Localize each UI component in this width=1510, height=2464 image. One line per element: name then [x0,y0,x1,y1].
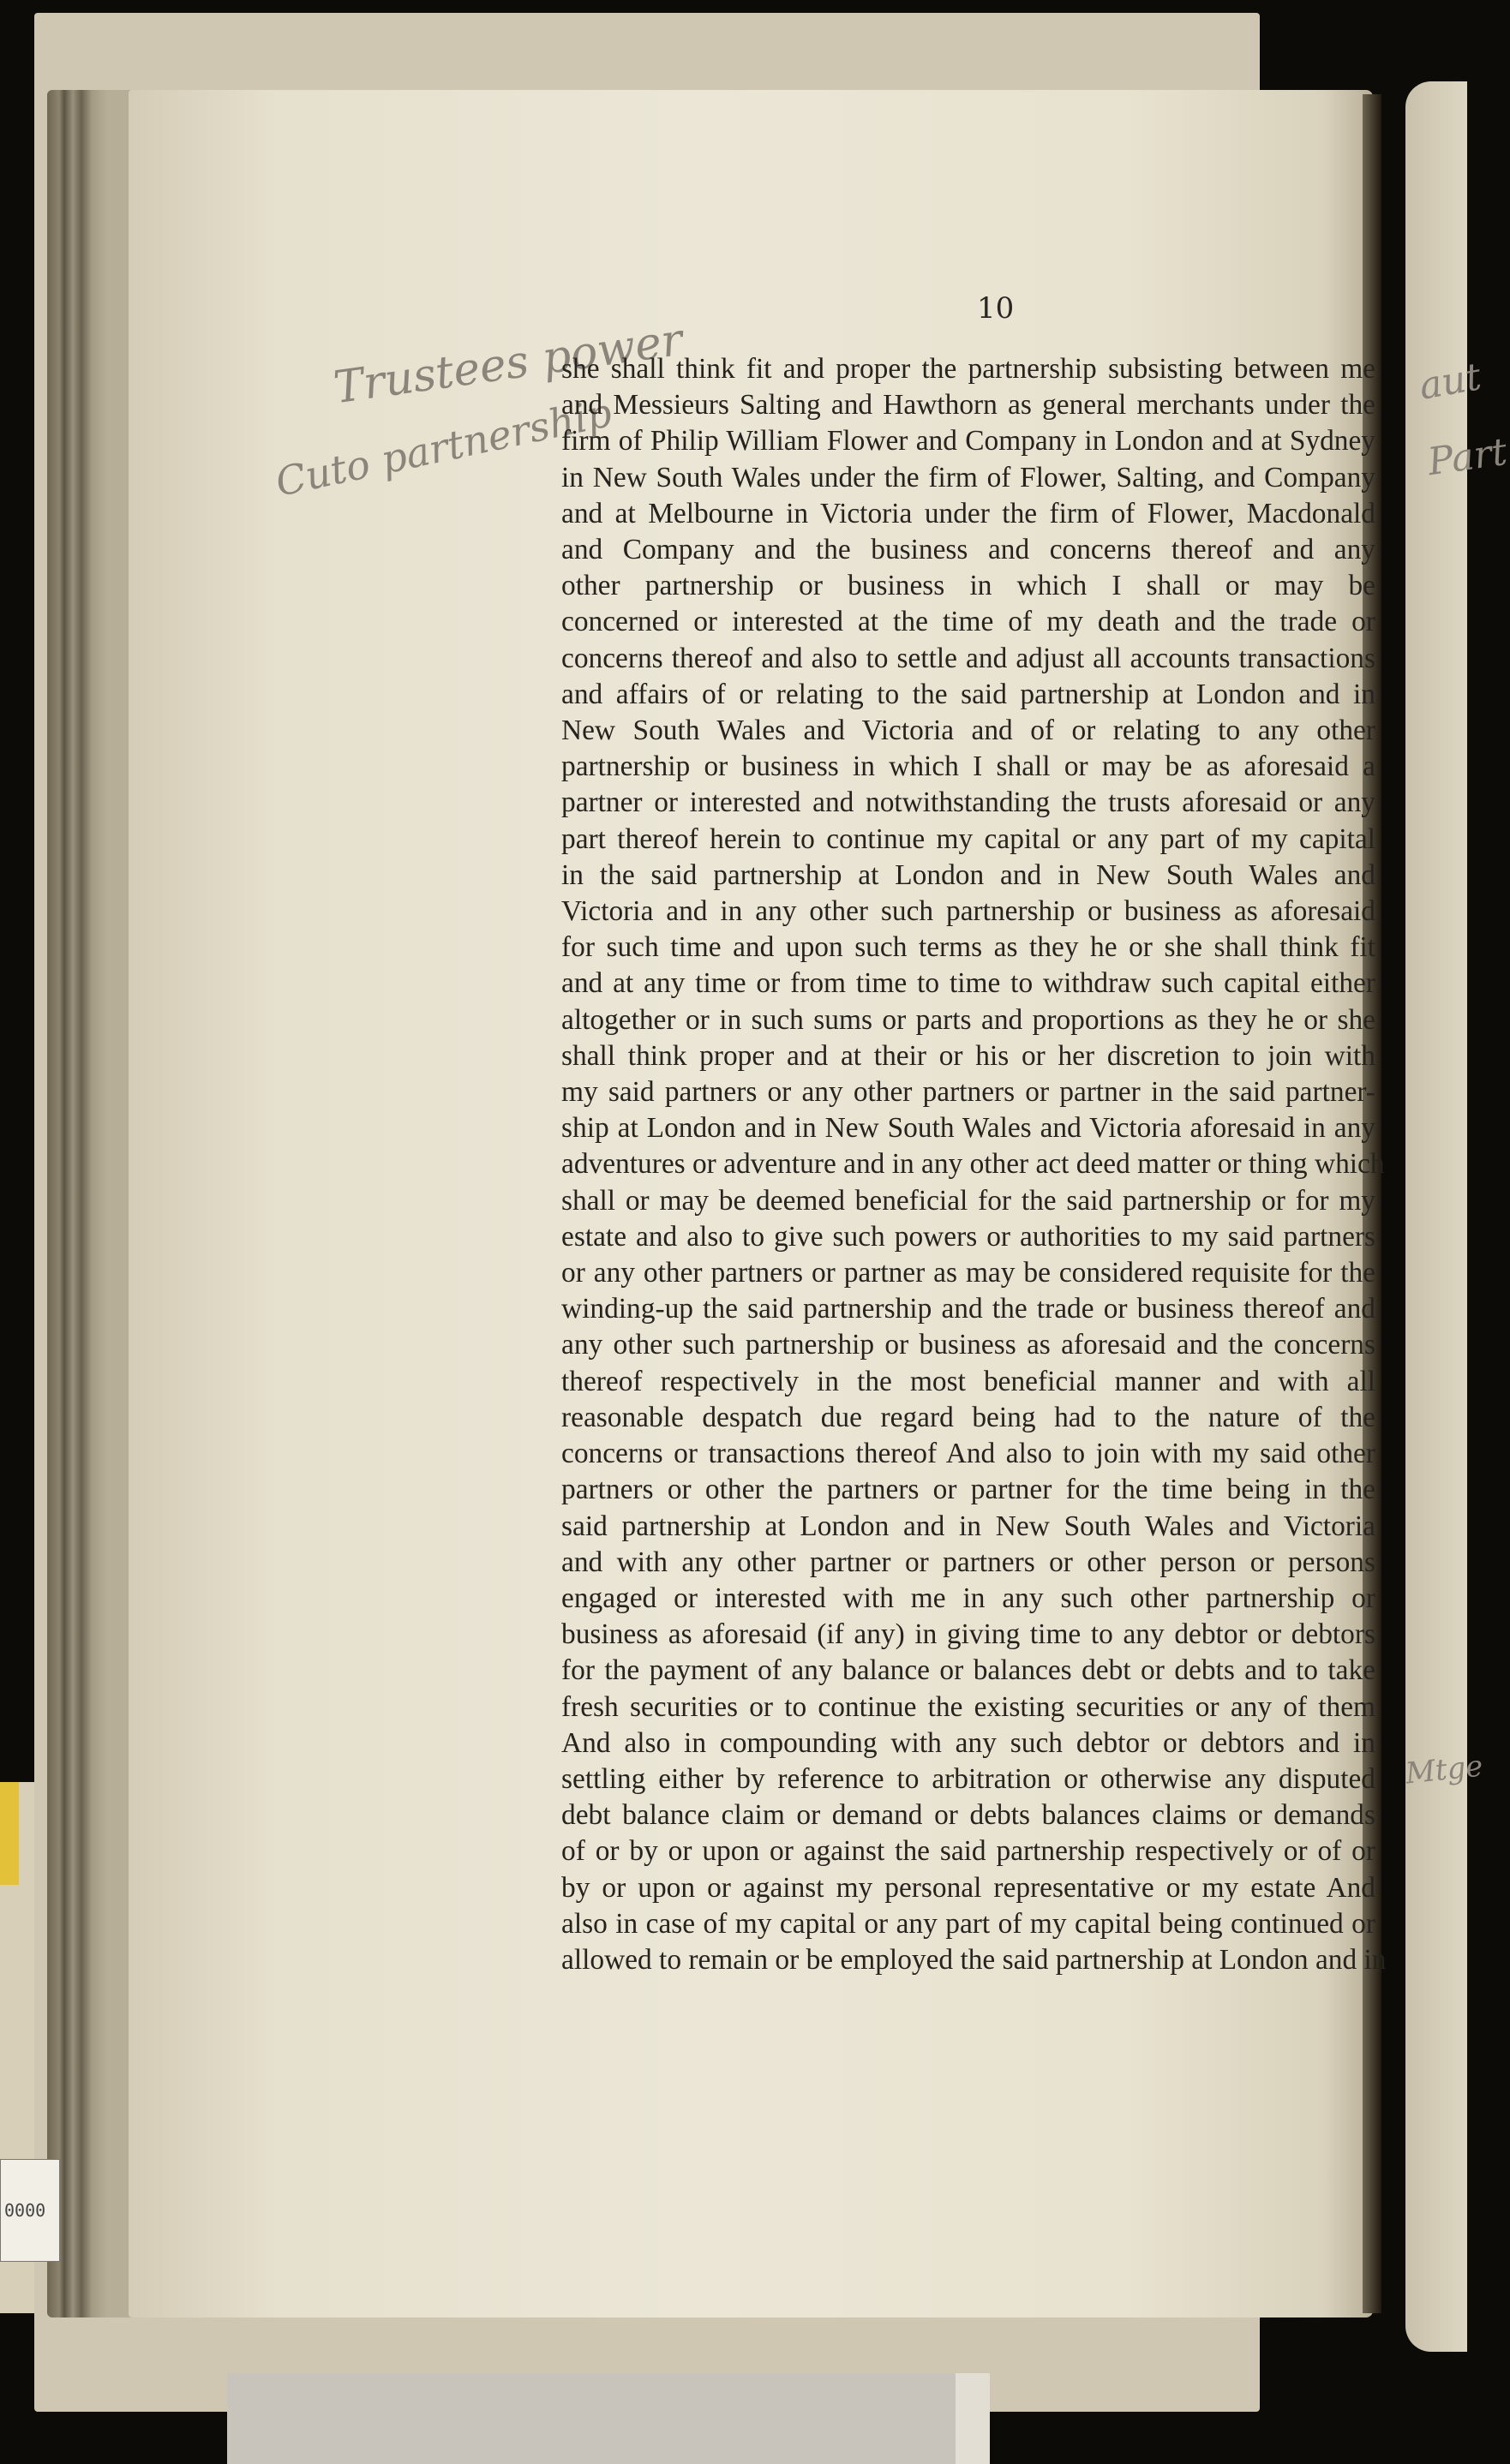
text-line: settling either by reference to arbitration or otherwise any disputed [561,1762,1375,1795]
body-text [561,351,1387,1978]
text-line: any other such partnership or business as aforesaid and the concerns [561,1329,1375,1361]
text-line: firm of Philip William Flower and Company in London and at Sydney [561,425,1375,458]
text-line: shall or may be deemed beneficial for the said partnership or for my [561,1184,1375,1217]
page-number: 10 [977,291,1015,326]
text-line: engaged or interested with me in any such other partnership or [561,1582,1375,1614]
text-line: partnership or business in which I shall or may be as aforesaid a [561,751,1375,783]
text-line: of or by or upon or against the said partnership respectively or of or [561,1835,1375,1868]
side-label: 0000 [0,2159,60,2262]
text-line: concerns thereof and also to settle and adjust all accounts transactions [561,642,1375,674]
text-line: winding-up the said partnership and the trade or business thereof and [561,1293,1375,1325]
text-line: concerns or transactions thereof And also to join with my said other [561,1438,1375,1470]
yellow-tab [0,1782,19,1885]
text-line: in the said partnership at London and in New South Wales and [561,858,1375,891]
text-line: my said partners or any other partners or partner in the said partner- [561,1076,1375,1109]
text-line: and affairs of or relating to the said partnership at London and in [561,678,1375,710]
text-line: and Company and the business and concerns thereof and any [561,534,1375,566]
text-line: in New South Wales under the firm of Flower, Salting, and Company [561,461,1375,493]
text-line: Victoria and in any other such partnership or business as aforesaid [561,895,1375,928]
text-line: ship at London and in New South Wales and Victoria aforesaid in any [561,1112,1375,1145]
text-line: partner or interested and notwithstanding the trusts aforesaid or any [561,786,1375,819]
margin-note-trustees-power: Trustees power [330,314,686,415]
facing-page [1405,81,1467,2352]
text-line: reasonable despatch due regard being had to the nature of the [561,1401,1375,1433]
text-line: for the payment of any balance or balances debt or debts and to take [561,1654,1375,1687]
margin-note-right-1: aut [1416,355,1485,409]
text-line: New South Wales and Victoria and of or relating to any other [561,715,1375,747]
text-line: and at any time or from time to time to withdraw such capital either [561,967,1375,1000]
margin-note-right-3: Mtge [1404,1749,1485,1791]
text-line: And also in compounding with any such debtor or debtors and in [561,1726,1375,1759]
text-line: and with any other partner or partners or other person or persons [561,1546,1375,1578]
text-line: shall think proper and at their or his or her discretion to join with [561,1039,1375,1072]
text-line: estate and also to give such powers or authorities to my said partners [561,1220,1375,1253]
text-line: she shall think fit and proper the partnership subsisting between me [561,353,1375,385]
text-line: allowed to remain or be employed the said partnership at London and in [561,1943,1387,1976]
text-line: and Messieurs Salting and Hawthorn as general merchants under the [561,389,1375,422]
text-line: also in case of my capital or any part of my capital being continued or [561,1907,1375,1940]
text-line: thereof respectively in the most beneficial manner and with all [561,1365,1375,1397]
text-line: partners or other the partners or partner for the time being in the [561,1474,1375,1506]
text-line: business as aforesaid (if any) in giving time to any debtor or debtors [561,1618,1375,1651]
margin-note-right-2: Part [1424,429,1510,485]
text-line: said partnership at London and in New South Wales and Victoria [561,1510,1375,1542]
bottom-paper-slip-edge [956,2373,990,2464]
text-line: other partnership or business in which I shall or may be [561,570,1375,602]
bottom-paper-slip [227,2373,964,2464]
text-line: and at Melbourne in Victoria under the firm of Flower, Macdonald [561,497,1375,529]
text-line: by or upon or against my personal representative or my estate And [561,1871,1375,1904]
text-line: for such time and upon such terms as they he or she shall think fit [561,931,1375,964]
text-line: debt balance claim or demand or debts balances claims or demands [561,1799,1375,1832]
text-line: concerned or interested at the time of my death and the trade or [561,606,1375,638]
margin-note-partnership: Cuto partnership [271,389,616,505]
text-line: fresh securities or to continue the existing securities or any of them [561,1690,1375,1723]
text-line: adventures or adventure and in any other act deed matter or thing which [561,1148,1385,1181]
text-line: altogether or in such sums or parts and proportions as they he or she [561,1003,1375,1036]
text-line: or any other partners or partner as may be considered requisite for the [561,1257,1375,1289]
text-line: part thereof herein to continue my capital or any part of my capital [561,822,1375,855]
